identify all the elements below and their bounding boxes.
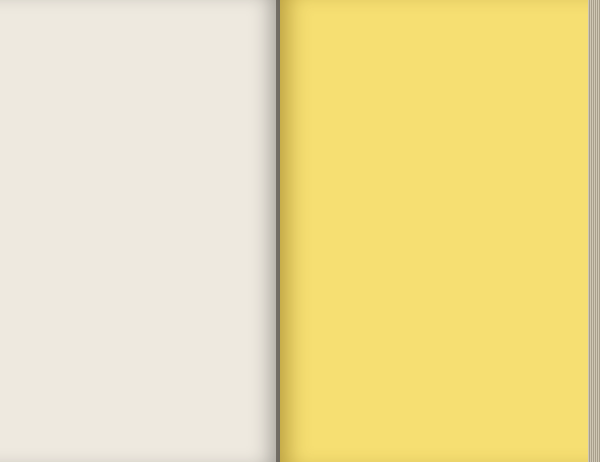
right-page bbox=[280, 0, 588, 462]
page-edges bbox=[588, 0, 600, 462]
left-page bbox=[0, 0, 280, 462]
